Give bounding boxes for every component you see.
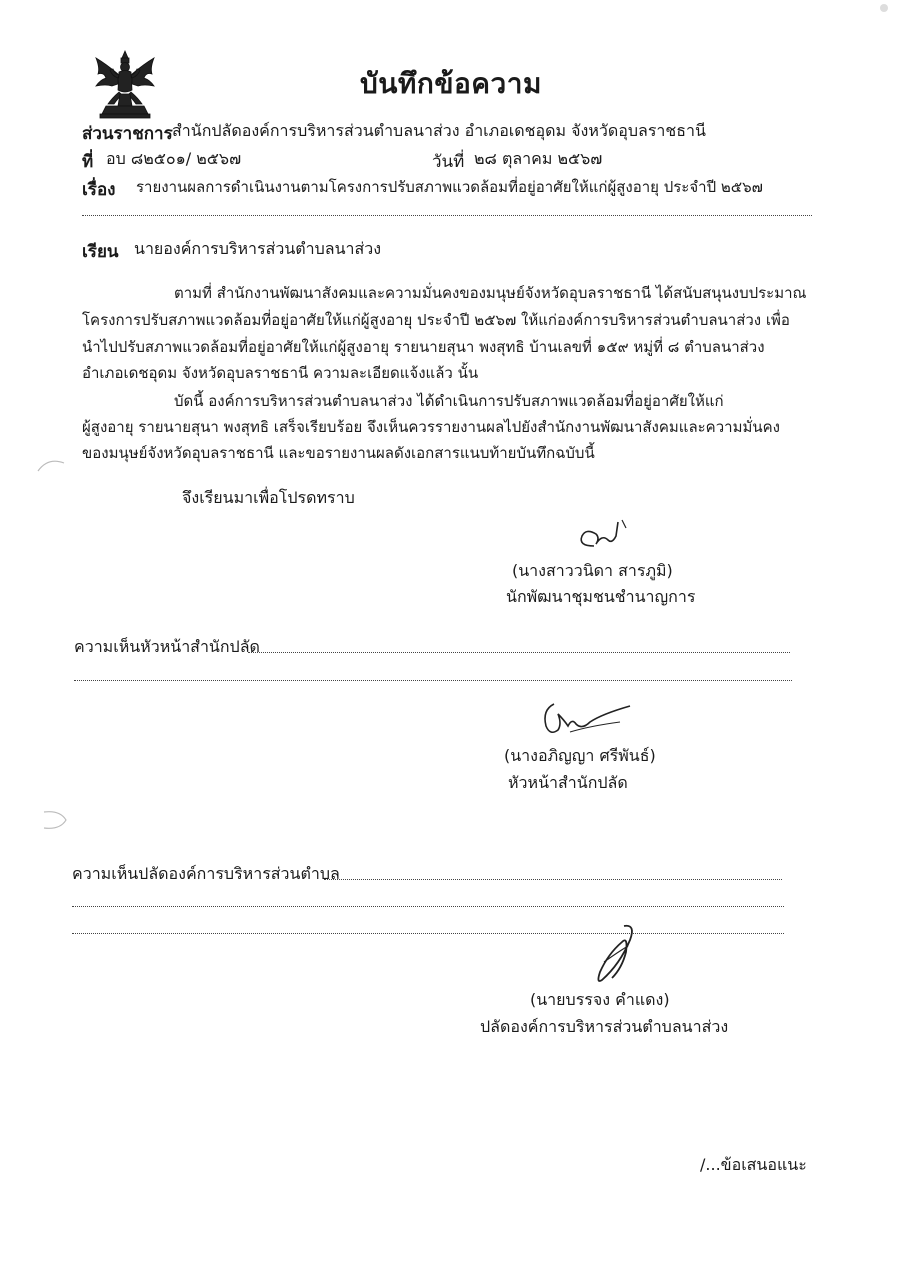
signer2-position: หัวหน้าสำนักปลัด: [508, 773, 628, 792]
opinion1-dotline: [74, 680, 792, 681]
ref-value: อบ ๘๒๕๐๑/ ๒๕๖๗: [106, 149, 242, 168]
signer3-name: (นายบรรจง คำแดง): [530, 990, 670, 1009]
continuation-text: /...ข้อเสนอแนะ: [700, 1155, 807, 1174]
signer1-name: (นางสาววนิดา สารภูมิ): [512, 561, 673, 580]
page-title: บันทึกข้อความ: [360, 67, 542, 100]
corner-dot-mark: [880, 4, 888, 12]
paragraph1-line: ตามที่ สำนักงานพัฒนาสังคมและความมั่นคงของมนุษย์จังหวัดอุบลราชธานี ได้สนับสนุนงบประมาณ: [174, 284, 807, 302]
opinion2-label: ความเห็นปลัดองค์การบริหารส่วนตำบล: [72, 864, 340, 883]
opinion1-dotline: [248, 652, 790, 653]
agency-label: ส่วนราชการ: [82, 124, 173, 144]
opinion2-dotline: [72, 906, 784, 907]
paragraph2-line: ผู้สูงอายุ รายนายสุนา พงสุทธิ เสร็จเรียบร้อย จึงเห็นควรรายงานผลไปยังสำนักงานพัฒนาสังคมและความมั่นคง: [82, 418, 780, 436]
punch-hole-mark-icon: [40, 808, 70, 832]
subject-value: รายงานผลการดำเนินงานตามโครงการปรับสภาพแวดล้อมที่อยู่อาศัยให้แก่ผู้สูงอายุ ประจำปี ๒๕๖๗: [136, 178, 763, 196]
signer3-position: ปลัดองค์การบริหารส่วนตำบลนาส่วง: [480, 1017, 729, 1036]
paragraph1-line: อำเภอเดชอุดม จังหวัดอุบลราชธานี ความละเอียดแจ้งแล้ว นั้น: [82, 364, 479, 382]
closing-text: จึงเรียนมาเพื่อโปรดทราบ: [182, 488, 355, 507]
garuda-emblem-icon: [92, 48, 158, 124]
opinion1-label: ความเห็นหัวหน้าสำนักปลัด: [74, 637, 260, 656]
to-value: นายองค์การบริหารส่วนตำบลนาส่วง: [134, 239, 382, 258]
signer1-position: นักพัฒนาชุมชนชำนาญการ: [506, 587, 696, 606]
subject-label: เรื่อง: [82, 180, 116, 200]
opinion2-dotline: [324, 879, 782, 880]
paragraph2-line: ของมนุษย์จังหวัดอุบลราชธานี และขอรายงานผลดังเอกสารแนบท้ายบันทึกฉบับนี้: [82, 444, 595, 462]
paragraph2-line: บัดนี้ องค์การบริหารส่วนตำบลนาส่วง ได้ดำเนินการปรับสภาพแวดล้อมที่อยู่อาศัยให้แก่: [174, 392, 724, 410]
to-label: เรียน: [82, 242, 119, 262]
signer2-name: (นางอภิญญา ศรีพันธ์): [504, 746, 656, 765]
punch-hole-mark-icon: [36, 455, 66, 475]
agency-value: สำนักปลัดองค์การบริหารส่วนตำบลนาส่วง อำเภอเดชอุดม จังหวัดอุบลราชธานี: [172, 121, 706, 140]
signature-1-mark: [572, 516, 636, 556]
date-value: ๒๘ ตุลาคม ๒๕๖๗: [474, 149, 603, 168]
date-label: วันที่: [432, 152, 465, 172]
ref-label: ที่: [82, 152, 94, 172]
signature-3-mark: [584, 922, 654, 986]
signature-2-mark: [540, 696, 636, 740]
paragraph1-line: นำไปปรับสภาพแวดล้อมที่อยู่อาศัยให้แก่ผู้สูงอายุ รายนายสุนา พงสุทธิ บ้านเลขที่ ๑๕๙ หมู่ที่ ๘ ตำบลนาส่วง: [82, 338, 765, 356]
opinion2-dotline: [72, 933, 784, 934]
subject-divider: [82, 215, 812, 216]
paragraph1-line: โครงการปรับสภาพแวดล้อมที่อยู่อาศัยให้แก่ผู้สูงอายุ ประจำปี ๒๕๖๗ ให้แก่องค์การบริหารส่วนตำบลนาส่วง เพื่อ: [82, 311, 790, 329]
